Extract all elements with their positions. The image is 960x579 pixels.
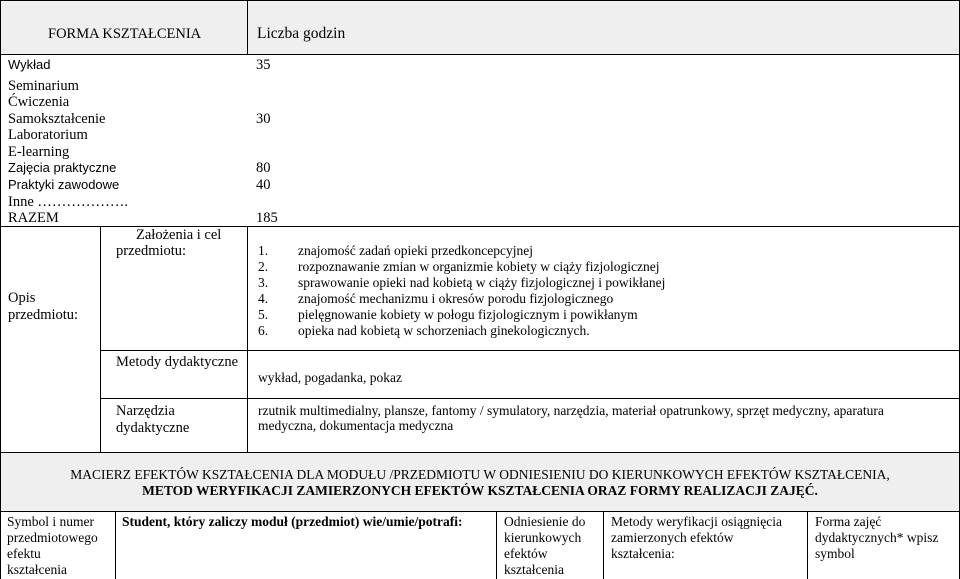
row-value-wyklad: 35 xyxy=(256,57,271,73)
goal-text: opieka nad kobietą w schorzeniach ginekologicznych. xyxy=(298,323,590,338)
goal-number: 3. xyxy=(258,275,269,290)
matrix-col-metody-line: Metody weryfikacji osiągnięcia xyxy=(611,514,782,529)
header-forma-ksztalcenia: FORMA KSZTAŁCENIA xyxy=(48,26,202,42)
row-value-zajecia-praktyczne: 80 xyxy=(256,160,271,176)
goal-text: rozpoznawanie zmian w organizmie kobiety w ciąży fizjologicznej xyxy=(298,259,660,274)
goal-item xyxy=(258,275,665,290)
goal-number: 5. xyxy=(258,307,269,322)
matrix-col-metody xyxy=(611,514,782,562)
opis-label-line2: przedmiotu: xyxy=(8,307,79,323)
narzedzia-value xyxy=(258,403,884,433)
matrix-title-line2: METOD WERYFIKACJI ZAMIERZONYCH EFEKTÓW KSZTAŁCENIA ORAZ FORMY REALIZACJI ZAJĘĆ. xyxy=(142,483,818,498)
narzedzia-label-line1: Narzędzia xyxy=(116,403,175,419)
matrix-col-symbol-line: kształcenia xyxy=(7,562,67,577)
goal-number: 2. xyxy=(258,259,269,274)
matrix-col-odniesienie-line: kierunkowych xyxy=(504,530,582,545)
goal-text: pielęgnowanie kobiety w połogu fizjologicznym i powikłanym xyxy=(298,307,638,322)
row-value-samoksztalcenie: 30 xyxy=(256,111,271,127)
opis-label xyxy=(8,290,78,324)
matrix-col-student: Student, który zaliczy moduł (przedmiot) wie/umie/potrafi: xyxy=(122,514,463,529)
matrix-col-forma-line: symbol xyxy=(815,546,855,561)
matrix-col-forma-line: dydaktycznych* wpisz xyxy=(815,530,939,545)
row-label-samoksztalcenie: Samokształcenie xyxy=(8,111,106,127)
goal-text: znajomość zadań opieki przedkoncepcyjnej xyxy=(298,243,534,258)
matrix-col-metody-line: zamierzonych efektów xyxy=(611,530,734,545)
opis-label-line1: Opis xyxy=(8,290,36,306)
goal-number: 4. xyxy=(258,291,269,306)
row-label-zajecia-praktyczne: Zajęcia praktyczne xyxy=(8,160,117,175)
metody-label: Metody dydaktyczne xyxy=(116,354,239,370)
row-value-praktyki-zawodowe: 40 xyxy=(256,177,271,193)
row-label-wyklad: Wykład xyxy=(8,57,51,72)
goal-item xyxy=(258,307,638,322)
matrix-col-symbol-line: przedmiotowego xyxy=(7,530,98,545)
matrix-col-forma-line: Forma zajęć xyxy=(815,514,882,529)
zalozenia-label xyxy=(116,227,221,259)
matrix-col-forma xyxy=(815,514,938,562)
row-label-razem: RAZEM xyxy=(8,210,59,226)
matrix-col-odniesienie-line: kształcenia xyxy=(504,562,564,577)
metody-value: wykład, pogadanka, pokaz xyxy=(258,370,402,385)
zalozenia-label-line2: przedmiotu: xyxy=(116,243,187,259)
goal-item xyxy=(258,323,590,338)
matrix-col-odniesienie xyxy=(504,514,585,578)
matrix-title-line1: MACIERZ EFEKTÓW KSZTAŁCENIA DLA MODUŁU /PRZEDMIOTU W ODNIESIENIU DO KIERUNKOWYCH EFEKTÓW KSZTAŁCENIA, xyxy=(70,467,890,482)
matrix-col-odniesienie-line: efektów xyxy=(504,546,548,561)
row-label-laboratorium: Laboratorium xyxy=(8,127,88,143)
goal-text: znajomość mechanizmu i okresów porodu fizjologicznego xyxy=(298,291,614,306)
row-label-elearning: E-learning xyxy=(8,144,70,160)
goal-number: 1. xyxy=(258,243,269,258)
matrix-col-metody-line: kształcenia: xyxy=(611,546,675,561)
row-value-razem: 185 xyxy=(256,210,278,226)
goal-text: sprawowanie opieki nad kobietą w ciąży fizjologicznej i powikłanej xyxy=(298,275,666,290)
narzedzia-label-line2: dydaktyczne xyxy=(116,420,190,436)
goal-number: 6. xyxy=(258,323,269,338)
matrix-col-symbol-line: Symbol i numer xyxy=(7,514,94,529)
goal-item xyxy=(258,259,659,274)
matrix-col-odniesienie-line: Odniesienie do xyxy=(504,514,586,529)
goal-item xyxy=(258,243,533,258)
header-col2-bg xyxy=(248,1,960,54)
row-label-seminarium: Seminarium xyxy=(8,78,79,94)
narzedzia-value-line2: medyczna, dokumentacja medyczna xyxy=(258,418,454,433)
matrix-col-symbol xyxy=(7,514,98,578)
row-label-cwiczenia: Ćwiczenia xyxy=(8,94,70,110)
row-label-praktyki-zawodowe: Praktyki zawodowe xyxy=(8,177,120,192)
matrix-title xyxy=(0,467,960,499)
zalozenia-label-line1: Założenia i cel xyxy=(136,227,222,243)
narzedzia-label xyxy=(116,403,189,437)
header-liczba-godzin: Liczba godzin xyxy=(257,25,346,42)
goal-item xyxy=(258,291,613,306)
row-label-inne: Inne ………………. xyxy=(8,194,129,210)
matrix-col-symbol-line: efektu xyxy=(7,546,41,561)
narzedzia-value-line1: rzutnik multimedialny, plansze, fantomy / symulatory, narzędzia, materiał opatrunkowy, sprzęt medyczny, aparatura xyxy=(258,403,884,418)
